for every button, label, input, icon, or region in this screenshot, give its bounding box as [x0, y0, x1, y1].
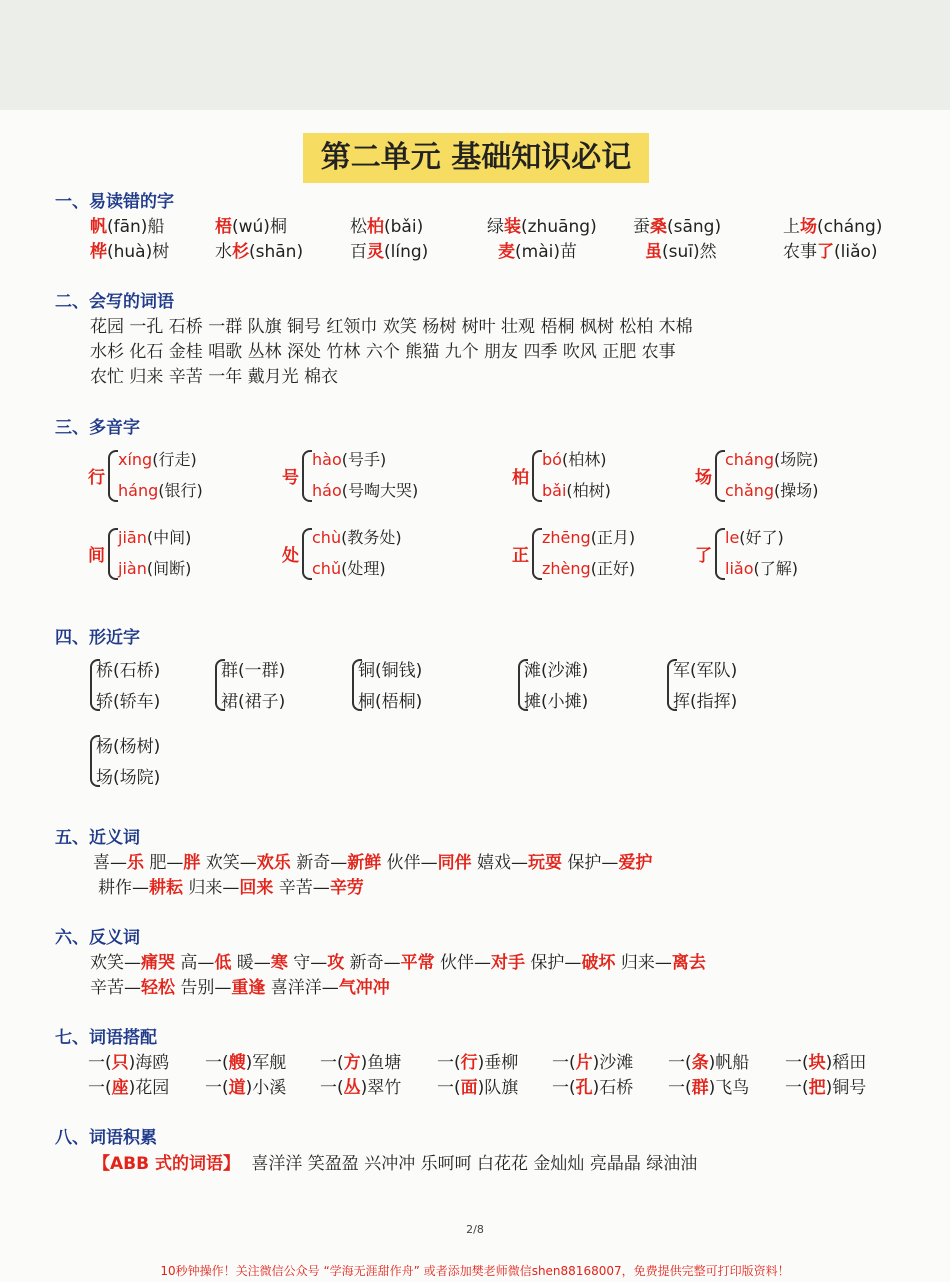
collocation-item: 一(道)小溪 [205, 1078, 287, 1098]
collocation-item: 一(只)海鸥 [88, 1053, 170, 1073]
char-a: 铜(铜钱) [358, 661, 423, 681]
section-heading-5: 五、近义词 [55, 828, 140, 848]
abb-label: 【ABB 式的词语】 [93, 1154, 240, 1174]
word-line-3: 农忙 归来 辛苦 一年 戴月光 棉衣 [90, 367, 339, 387]
collocation-item: 一(丛)翠竹 [320, 1078, 402, 1098]
antonym-row-1: 欢笑—痛哭 高—低 暖—寒 守—攻 新奇—平常 伙伴—对手 保护—破坏 归来—离去 [90, 953, 706, 973]
char-b: 轿(轿车) [96, 692, 161, 712]
polyphone-char: 了 [695, 546, 712, 566]
char-a: 滩(沙滩) [524, 661, 589, 681]
char-b: 摊(小摊) [524, 692, 589, 712]
char-b: 桐(梧桐) [358, 692, 423, 712]
polyphone-char: 正 [512, 546, 529, 566]
section-heading-1: 一、易读错的字 [55, 192, 174, 212]
polyphone-char: 处 [282, 546, 299, 566]
char-a: 桥(石桥) [96, 661, 161, 681]
abb-words: 喜洋洋 笑盈盈 兴冲冲 乐呵呵 白花花 金灿灿 亮晶晶 绿油油 [251, 1154, 698, 1174]
reading-2: zhèng(正好) [542, 559, 636, 578]
word-line-2: 水杉 化石 金桂 唱歌 丛林 深处 竹林 六个 熊猫 九个 朋友 四季 吹风 正肥 农事 [90, 342, 676, 362]
page-title: 第二单元 基础知识必记 [303, 133, 649, 183]
polyphone-char: 行 [88, 468, 105, 488]
polyphone-char: 柏 [512, 468, 529, 488]
reading-2: jiàn(间断) [118, 559, 192, 578]
reading-1: zhēng(正月) [542, 528, 636, 547]
section-heading-4: 四、形近字 [55, 628, 140, 648]
page-number: 2/8 [466, 1223, 484, 1236]
synonym-row-1: 喜—乐 肥—胖 欢笑—欢乐 新奇—新鲜 伙伴—同伴 嬉戏—玩耍 保护—爱护 [93, 853, 653, 873]
collocation-item: 一(块)稻田 [785, 1053, 867, 1073]
abb-row [93, 1149, 697, 1174]
reading-2: chǔ(处理) [312, 559, 386, 578]
polyphone-char: 场 [695, 468, 712, 488]
polyphone-char: 间 [88, 546, 105, 566]
collocation-item: 一(片)沙滩 [552, 1053, 634, 1073]
char-b: 挥(指挥) [673, 692, 738, 712]
collocation-item: 一(艘)军舰 [205, 1053, 287, 1073]
brace [108, 528, 118, 580]
promo-footer: 10秒钟操作！关注微信公众号 “学海无涯甜作舟” 或者添加樊老师微信shen88168007，免费提供完整可打印版资料！ [160, 1264, 790, 1278]
brace [532, 528, 542, 580]
brace [715, 450, 725, 502]
collocation-item: 一(面)队旗 [437, 1078, 519, 1098]
reading-2: háo(号啕大哭) [312, 481, 419, 500]
collocation-item: 一(方)鱼塘 [320, 1053, 402, 1073]
reading-2: háng(银行) [118, 481, 203, 500]
brace [302, 450, 312, 502]
reading-1: jiān(中间) [118, 528, 192, 547]
collocation-item: 一(座)花园 [88, 1078, 170, 1098]
reading-1: xíng(行走) [118, 450, 197, 469]
char-a: 军(军队) [673, 661, 738, 681]
char-b: 场(场院) [96, 768, 161, 788]
char-b: 裙(裙子) [221, 692, 286, 712]
top-band [0, 0, 950, 110]
section-heading-3: 三、多音字 [55, 418, 140, 438]
brace [715, 528, 725, 580]
section-heading-8: 八、词语积累 [55, 1128, 157, 1148]
polyphone-char: 号 [282, 468, 299, 488]
reading-1: cháng(场院) [725, 450, 819, 469]
collocation-item: 一(把)铜号 [785, 1078, 867, 1098]
char-a: 群(一群) [221, 661, 286, 681]
section-heading-2: 二、会写的词语 [55, 292, 174, 312]
brace [302, 528, 312, 580]
reading-2: bǎi(柏树) [542, 481, 611, 500]
reading-2: chǎng(操场) [725, 481, 819, 500]
collocation-item: 一(孔)石桥 [552, 1078, 634, 1098]
synonym-row-2: 耕作—耕耘 归来—回来 辛苦—辛劳 [98, 878, 364, 898]
brace [532, 450, 542, 502]
reading-1: le(好了) [725, 528, 784, 547]
collocation-item: 一(群)飞鸟 [668, 1078, 750, 1098]
char-a: 杨(杨树) [96, 737, 161, 757]
section-heading-6: 六、反义词 [55, 928, 140, 948]
section-heading-7: 七、词语搭配 [55, 1028, 157, 1048]
antonym-row-2: 辛苦—轻松 告别—重逢 喜洋洋—气冲冲 [90, 978, 390, 998]
reading-2: liǎo(了解) [725, 559, 798, 578]
word-line-1: 花园 一孔 石桥 一群 队旗 铜号 红领巾 欢笑 杨树 树叶 壮观 梧桐 枫树 松柏 木棉 [90, 317, 693, 337]
collocation-item: 一(行)垂柳 [437, 1053, 519, 1073]
reading-1: hào(号手) [312, 450, 387, 469]
brace [108, 450, 118, 502]
reading-1: bó(柏林) [542, 450, 607, 469]
collocation-item: 一(条)帆船 [668, 1053, 750, 1073]
reading-1: chù(教务处) [312, 528, 402, 547]
